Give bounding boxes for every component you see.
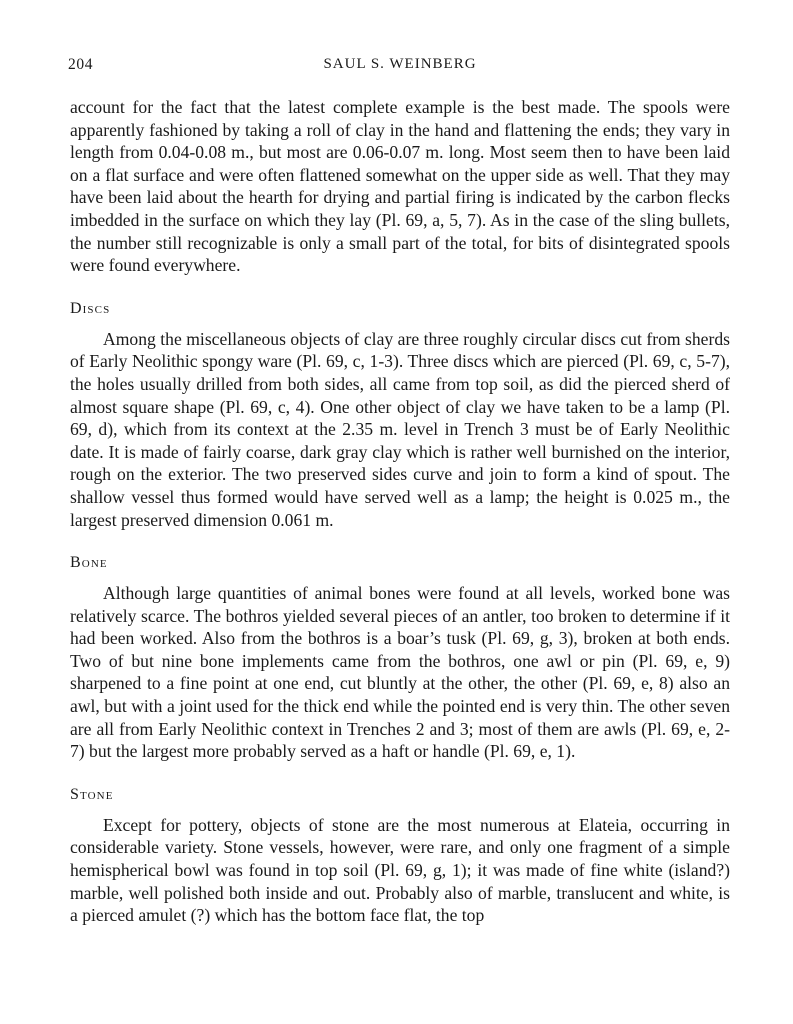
page: [70, 56, 730, 927]
intro-paragraph: account for the fact that the latest complete example is the best made. The spools were apparently fashioned by taking a roll of clay in the hand and flattening the ends; they vary in length from 0.04-0.08 m., but most are 0.06-0.07 m. long. Most seem then to have been laid on a flat surface and were often flattened somewhat on the upper side as well. That they may have been laid about the hearth for drying and partial firing is indicated by the carbon flecks imbedded in the surface on which they lay (Pl. 69, a, 5, 7). As in the case of the sling bullets, the number still recognizable is only a small part of the total, for bits of disintegrated spools were found everywhere.: [70, 97, 730, 276]
section-heading-bone: Bone: [70, 554, 108, 572]
section-paragraph-bone: Although large quantities of animal bones were found at all levels, worked bone was relatively scarce. The bothros yielded several pieces of an antler, too broken to determine if it had been worked. Also from the bothros is a boar’s tusk (Pl. 69, g, 3), broken at both ends. Two of but nine bone implements came from the bothros, one awl or pin (Pl. 69, e, 9) sharpened to a fine point at one end, cut bluntly at the other, the other (Pl. 69, e, 8) also an awl, but with a joint used for the thick end while the pointed end is very thin. The other seven are all from Early Neolithic context in Trenches 2 and 3; most of them are awls (Pl. 69, e, 2-7) but the largest more probably served as a haft or handle (Pl. 69, e, 1).: [70, 583, 730, 762]
page-header: [70, 56, 730, 82]
page-number: 204: [68, 56, 94, 73]
section-paragraph-stone: Except for pottery, objects of stone are the most numerous at Elateia, occurring in considerable variety. Stone vessels, however, were rare, and only one fragment of a simple hemispherical bowl was found in top soil (Pl. 69, g, 1); it was made of fine white (island?) marble, well polished both inside and out. Probably also of marble, translucent and white, is a pierced amulet (?) which has the bottom face flat, the top: [70, 814, 730, 926]
section-heading-discs: Discs: [70, 299, 111, 317]
running-title: SAUL S. WEINBERG: [323, 56, 477, 72]
section-paragraph-discs: Among the miscellaneous objects of clay are three roughly circular discs cut from sherds of Early Neolithic spongy ware (Pl. 69, c, 1-3). Three discs which are pierced (Pl. 69, c, 5-7), the holes usually drilled from both sides, all came from top soil, as did the pierced sherd of almost square shape (Pl. 69, c, 4). One other object of clay we have taken to be a lamp (Pl. 69, d), which from its context at the 2.35 m. level in Trench 3 must be of Early Neolithic date. It is made of fairly coarse, dark gray clay which is rather well burnished on the interior, rough on the exterior. The two preserved sides curve and join to form a kind of spout. The shallow vessel thus formed would have served well as a lamp; the height is 0.025 m., the largest preserved dimension 0.061 m.: [70, 328, 730, 530]
section-heading-stone: Stone: [70, 785, 114, 803]
